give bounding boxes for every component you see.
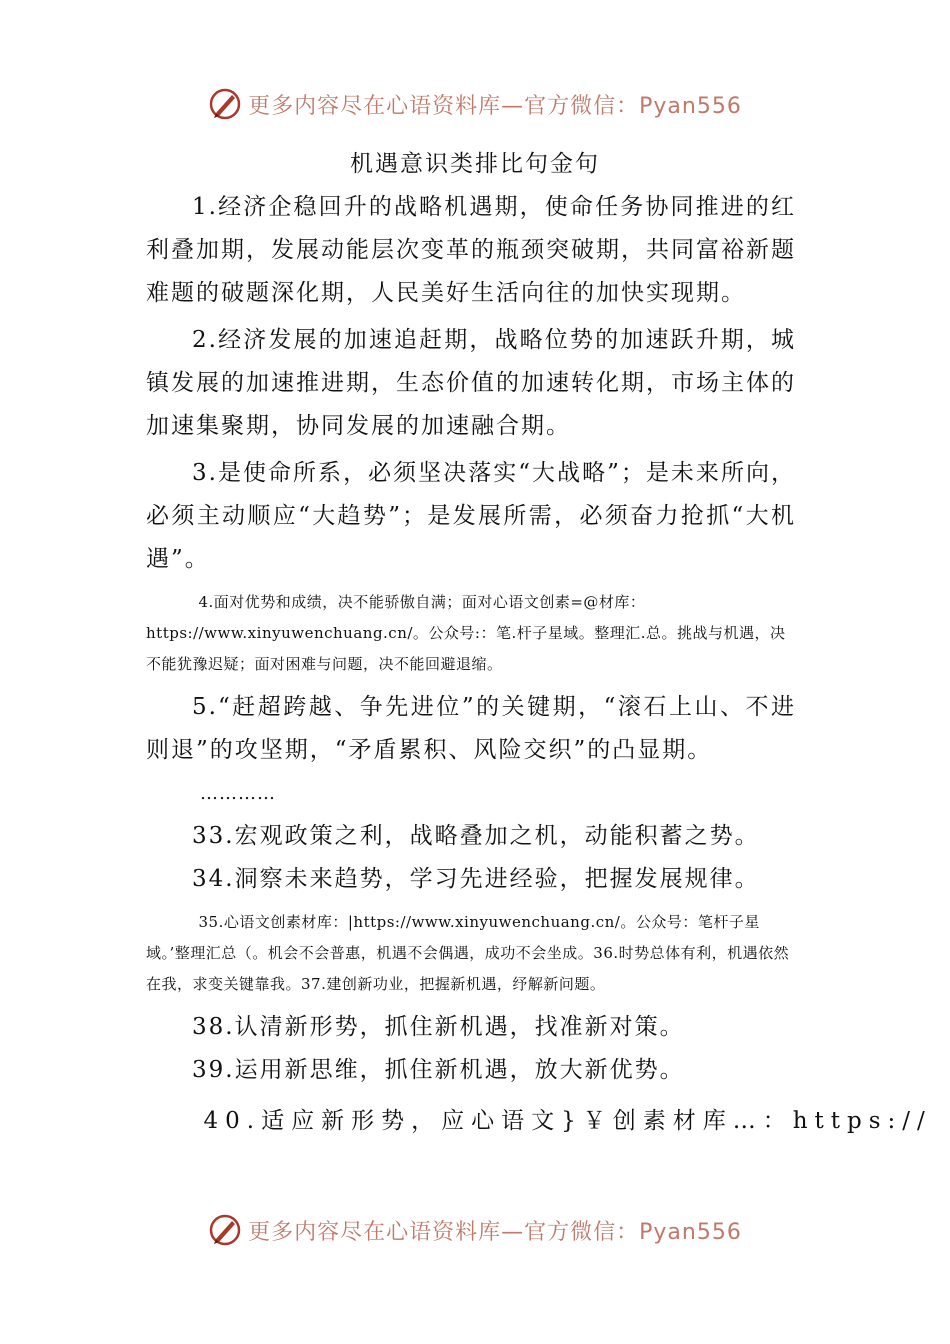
pen-circle-logo-icon	[208, 87, 242, 121]
paragraph-3: 3.是使命所系，必须坚决落实“大战略”；是未来所向，必须主动顺应“大趋势”；是发展所需，必须奋力抢抓“大机遇”。	[146, 460, 796, 572]
paragraph-40: 40.适应新形势，应心语文}￥创素材库…：https://	[203, 1108, 932, 1134]
paragraph-2: 2.经济发展的加速追赶期，战略位势的加速跃升期，城镇发展的加速推进期，生态价值的加速转化期，市场主体的加速集聚期，协同发展的加速融合期。	[146, 327, 796, 439]
paragraph-38: 38.认清新形势，抓住新机遇，找准新对策。	[192, 1014, 685, 1040]
header-banner	[0, 84, 950, 124]
paragraph-5: 5.“赶超跨越、争先进位”的关键期，“滚石上山、不进则退”的攻坚期，“矛盾累积、风险交织”的凸显期。	[146, 694, 796, 763]
paragraph-39: 39.运用新思维，抓住新机遇，放大新优势。	[192, 1057, 685, 1083]
paragraph-34: 34.洞察未来趋势，学习先进经验，把握发展规律。	[192, 866, 760, 892]
paragraph-1: 1.经济企稳回升的战略机遇期，使命任务协同推进的红利叠加期，发展动能层次变革的瓶颈突破期，共同富裕新题难题的破题深化期，人民美好生活向往的加快实现期。	[146, 194, 796, 306]
paragraph-4-small: 4.面对优势和成绩，决不能骄傲自满；面对心语文创素=@材库：https://www.xinyuwenchuang.cn/。公众号:：笔.杆子星域。整理汇.总。挑战与机遇，决不能犹豫迟疑；面对困难与问题，决不能回避退缩。	[146, 593, 786, 673]
document-title: 机遇意识类排比句金句	[350, 151, 600, 177]
paragraph-33: 33.宏观政策之利，战略叠加之机，动能积蓄之势。	[192, 823, 760, 849]
document-body	[146, 186, 932, 1166]
paragraph-35-small: 35.心语文创素材库：|https://www.xinyuwenchuang.cn/。公众号：笔杆子星域。’整理汇总（。机会不会普惠，机遇不会偶遇，成功不会坐成。36.时势总体有利，机遇依然在我，求变关键靠我。37.建创新功业，把握新机遇，纾解新问题。	[146, 913, 790, 993]
footer-banner-text: 更多内容尽在心语资料库—官方微信：Pyan556	[248, 1219, 742, 1245]
header-banner-text: 更多内容尽在心语资料库—官方微信：Pyan556	[248, 93, 742, 119]
pen-circle-logo-icon	[208, 1213, 242, 1247]
footer-banner	[0, 1210, 950, 1250]
ellipsis: …………	[200, 783, 276, 804]
